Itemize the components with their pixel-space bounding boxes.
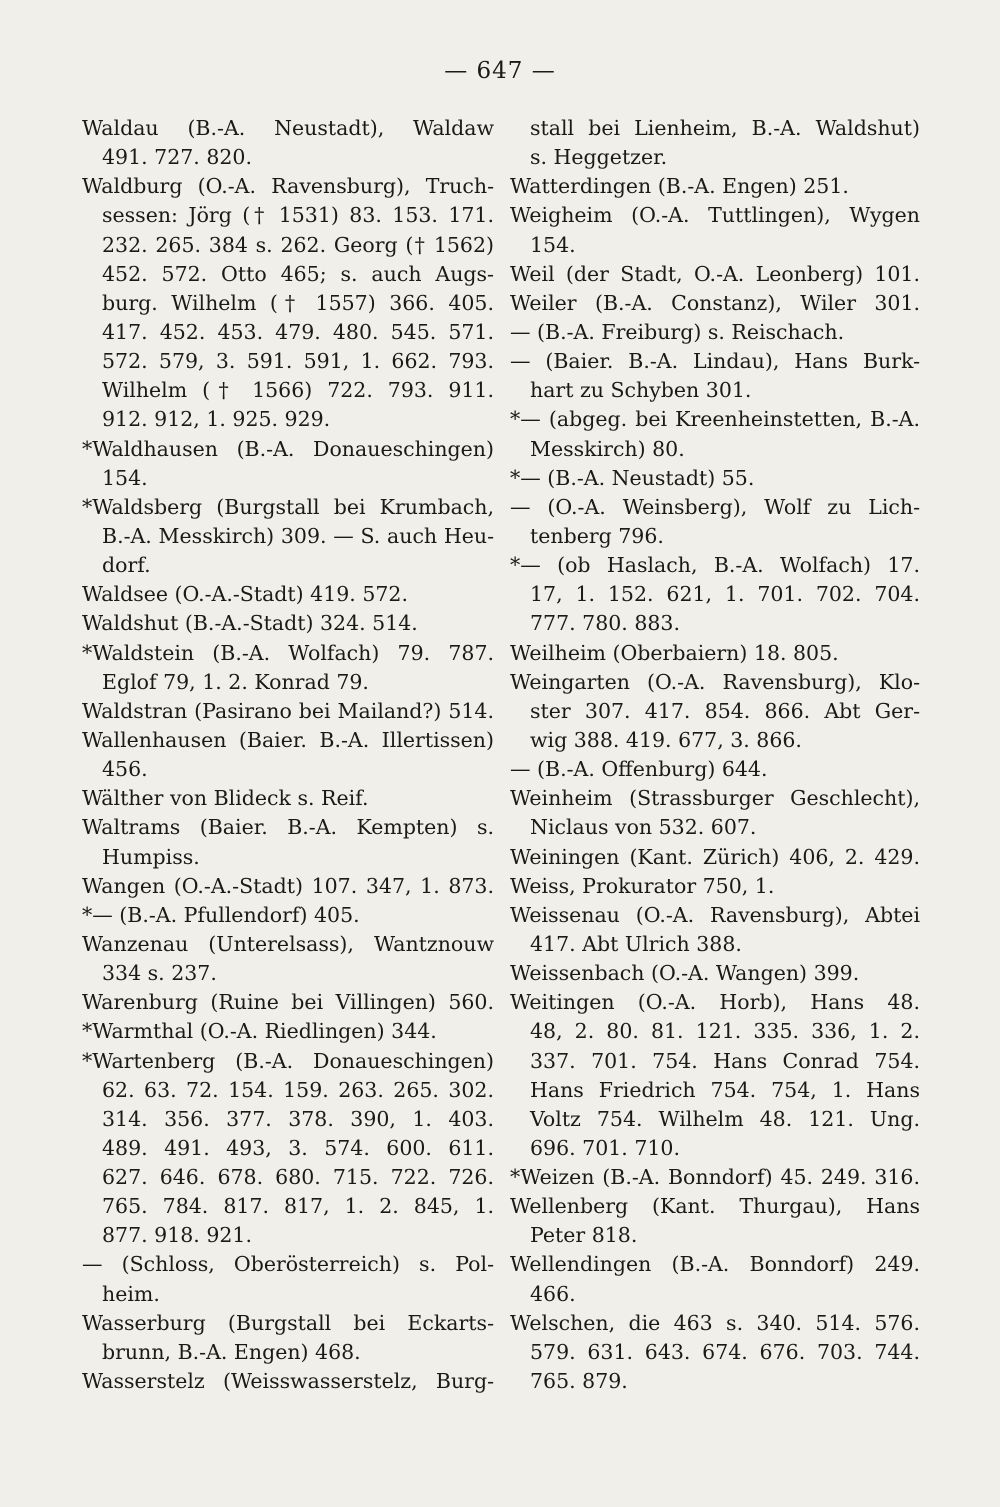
index-line: 627. 646. 678. 680. 715. 722. 726. <box>102 1165 494 1190</box>
index-line: 232. 265. 384 s. 262. Georg († 1562) <box>102 232 494 257</box>
index-line: 489. 491. 493, 3. 574. 600. 611. <box>102 1135 494 1160</box>
index-line: 696. 701. 710. <box>530 1135 680 1160</box>
index-line: Weiss, Prokurator 750, 1. <box>510 873 775 898</box>
index-line: Waldau (B.-A. Neustadt), Waldaw <box>82 116 494 140</box>
page-number: — 647 — <box>444 58 556 84</box>
index-line: — (Schloss, Oberösterreich) s. Pol- <box>82 1252 494 1277</box>
index-line: — (B.-A. Offenburg) 644. <box>510 757 768 782</box>
index-line: 456. <box>102 757 148 782</box>
index-line: Weil (der Stadt, O.-A. Leonberg) 101. <box>510 261 920 286</box>
index-line: 765. 879. <box>530 1369 628 1394</box>
index-line: *Weizen (B.-A. Bonndorf) 45. 249. 316. <box>510 1165 920 1190</box>
index-line: 491. 727. 820. <box>102 145 252 170</box>
index-line: Waldsee (O.-A.-Stadt) 419. 572. <box>82 582 408 607</box>
index-line: Humpiss. <box>102 844 200 869</box>
index-line: Weigheim (O.-A. Tuttlingen), Wygen <box>510 203 920 228</box>
index-line: stall bei Lienheim, B.-A. Waldshut) <box>530 116 920 140</box>
index-line: Warenburg (Ruine bei Villingen) 560. <box>82 990 494 1015</box>
index-line: 314. 356. 377. 378. 390, 1. 403. <box>102 1106 494 1131</box>
index-line: 777. 780. 883. <box>530 611 680 636</box>
index-line: 912. 912, 1. 925. 929. <box>102 407 331 432</box>
index-line: Peter 818. <box>530 1223 638 1248</box>
index-line: burg. Wilhelm († 1557) 366. 405. <box>102 290 494 315</box>
index-line: *Wartenberg (B.-A. Donaueschingen) <box>82 1048 494 1073</box>
right-column <box>510 114 920 1396</box>
index-line: sessen: Jörg († 1531) 83. 153. 171. <box>102 203 494 228</box>
index-line: Messkirch) 80. <box>530 436 685 461</box>
index-line: 334 s. 237. <box>102 961 217 986</box>
index-line: 337. 701. 754. Hans Conrad 754. <box>530 1048 920 1073</box>
index-line: 877. 918. 921. <box>102 1223 252 1248</box>
index-line: Wallenhausen (Baier. B.-A. Illertissen) <box>82 727 494 752</box>
index-line: B.-A. Messkirch) 309. — S. auch Heu- <box>102 523 494 548</box>
index-line: 154. <box>530 232 576 257</box>
index-line: Weiningen (Kant. Zürich) 406, 2. 429. <box>510 844 920 869</box>
index-line: Eglof 79, 1. 2. Konrad 79. <box>102 669 369 694</box>
index-line: Wasserburg (Burgstall bei Eckarts- <box>82 1310 494 1335</box>
index-line: *Waldhausen (B.-A. Donaueschingen) <box>82 436 494 461</box>
index-line: Waldstran (Pasirano bei Mailand?) 514. <box>82 698 494 723</box>
index-line: 452. 572. Otto 465; s. auch Augs- <box>102 261 494 286</box>
index-line: *— (B.-A. Neustadt) 55. <box>510 465 755 490</box>
index-line: 466. <box>530 1281 576 1306</box>
index-line: Voltz 754. Wilhelm 48. 121. Ung. <box>530 1106 920 1131</box>
index-line: wig 388. 419. 677, 3. 866. <box>530 727 802 752</box>
index-line: brunn, B.-A. Engen) 468. <box>102 1339 361 1364</box>
index-line: ster 307. 417. 854. 866. Abt Ger- <box>530 698 920 723</box>
index-line: tenberg 796. <box>530 523 664 548</box>
index-line: Welschen, die 463 s. 340. 514. 576. <box>510 1310 920 1335</box>
index-line: Waltrams (Baier. B.-A. Kempten) s. <box>82 815 494 840</box>
index-line: — (Baier. B.-A. Lindau), Hans Burk- <box>510 349 920 374</box>
index-line: *— (abgeg. bei Kreenheinstetten, B.-A. <box>510 407 920 432</box>
index-line: Wellendingen (B.-A. Bonndorf) 249. <box>510 1252 920 1277</box>
index-line: Niclaus von 532. 607. <box>530 815 757 840</box>
index-line: hart zu Schyben 301. <box>530 378 752 403</box>
index-line: *Waldsberg (Burgstall bei Krumbach, <box>82 494 494 519</box>
index-line: Waldburg (O.-A. Ravensburg), Truch- <box>82 174 494 199</box>
index-line: 579. 631. 643. 674. 676. 703. 744. <box>530 1339 920 1364</box>
index-line: Wellenberg (Kant. Thurgau), Hans <box>510 1194 920 1219</box>
index-line: *Waldstein (B.-A. Wolfach) 79. 787. <box>82 640 494 665</box>
index-line: 417. 452. 453. 479. 480. 545. 571. <box>102 319 494 344</box>
index-line: Hans Friedrich 754. 754, 1. Hans <box>530 1077 920 1102</box>
index-line: Weissenbach (O.-A. Wangen) 399. <box>510 961 860 986</box>
index-line: *— (B.-A. Pfullendorf) 405. <box>82 902 360 927</box>
index-line: Wilhelm († 1566) 722. 793. 911. <box>102 378 494 403</box>
index-line: Weingarten (O.-A. Ravensburg), Klo- <box>510 669 920 694</box>
index-line: Wasserstelz (Weisswasserstelz, Burg- <box>82 1369 494 1394</box>
index-line: 48, 2. 80. 81. 121. 335. 336, 1. 2. <box>530 1019 920 1044</box>
index-line: s. Heggetzer. <box>530 145 668 170</box>
index-line: *— (ob Haslach, B.-A. Wolfach) 17. <box>510 553 920 578</box>
index-line: dorf. <box>102 553 151 578</box>
left-column <box>82 114 494 1396</box>
index-line: *Warmthal (O.-A. Riedlingen) 344. <box>82 1019 437 1044</box>
index-line: Wangen (O.-A.-Stadt) 107. 347, 1. 873. <box>82 873 494 898</box>
index-line: 154. <box>102 465 148 490</box>
index-line: Watterdingen (B.-A. Engen) 251. <box>510 174 849 199</box>
index-line: heim. <box>102 1281 160 1306</box>
index-line: 417. Abt Ulrich 388. <box>530 931 742 956</box>
index-line: Wälther von Blideck s. Reif. <box>82 786 369 811</box>
index-line: 572. 579, 3. 591. 591, 1. 662. 793. <box>102 349 494 374</box>
index-line: 62. 63. 72. 154. 159. 263. 265. 302. <box>102 1077 494 1102</box>
index-line: — (O.-A. Weinsberg), Wolf zu Lich- <box>510 494 920 519</box>
index-line: Weiler (B.-A. Constanz), Wiler 301. <box>510 290 920 315</box>
index-line: — (B.-A. Freiburg) s. Reischach. <box>510 319 845 344</box>
index-line: Wanzenau (Unterelsass), Wantznouw <box>82 931 494 956</box>
index-line: Weitingen (O.-A. Horb), Hans 48. <box>510 990 920 1015</box>
index-line: Weilheim (Oberbaiern) 18. 805. <box>510 640 839 665</box>
index-line: 765. 784. 817. 817, 1. 2. 845, 1. <box>102 1194 494 1219</box>
index-line: Waldshut (B.-A.-Stadt) 324. 514. <box>82 611 418 636</box>
index-line: Weinheim (Strassburger Geschlecht), <box>510 786 920 811</box>
index-line: Weissenau (O.-A. Ravensburg), Abtei <box>510 902 920 927</box>
index-line: 17, 1. 152. 621, 1. 701. 702. 704. <box>530 582 920 607</box>
